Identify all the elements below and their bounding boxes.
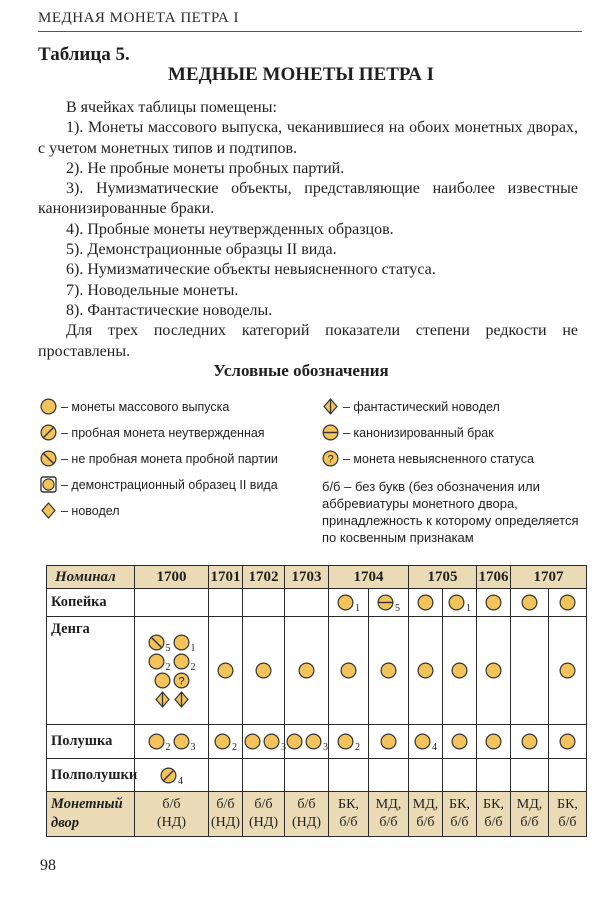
coin-circle-icon — [417, 594, 434, 611]
header-year: 1706 — [477, 566, 511, 589]
intro-paragraph: 4). Пробные монеты неутвержденных образцов. — [66, 220, 394, 238]
coin-circle-icon — [337, 733, 360, 753]
mint-text: б/б — [520, 815, 539, 830]
coin-cell — [243, 617, 285, 725]
mint-text: б/б — [484, 815, 503, 830]
coin-circle-icon — [286, 733, 303, 750]
coin-circle-icon — [337, 594, 360, 614]
rarity-index: 2 — [232, 742, 237, 753]
coin-circle-icon — [559, 594, 576, 611]
coin-cell — [443, 725, 477, 759]
header-year: 1704 — [329, 566, 409, 589]
mint-text: БК, — [557, 797, 578, 812]
coin-circle-icon — [148, 733, 171, 753]
intro-paragraph: 6). Нумизматические объекты невыясненного статуса. — [66, 261, 436, 279]
mint-cell — [511, 792, 549, 837]
legend-item-fantasy-novodel — [322, 398, 500, 415]
coin-circle-icon — [485, 594, 502, 611]
coin-line — [558, 733, 577, 750]
mint-text: (НД) — [292, 815, 321, 830]
table-row-kopeika — [47, 589, 587, 617]
coin-cell-content — [511, 732, 548, 751]
coin-cell-content — [243, 732, 284, 751]
mint-text: б/б — [379, 815, 398, 830]
coin-line — [558, 594, 577, 611]
mint-text: б/б — [254, 797, 273, 812]
coin-cell — [209, 617, 243, 725]
coin-cell — [329, 617, 369, 725]
coin-circle-icon — [559, 733, 576, 750]
mint-text: б/б — [162, 797, 181, 812]
coin-circle-icon — [521, 594, 538, 611]
coin-cell — [511, 759, 549, 792]
coin-circle-icon — [414, 733, 437, 753]
rarity-index: 3 — [323, 742, 328, 753]
row-label: Полушка — [47, 725, 135, 759]
svg-text:?: ? — [327, 453, 334, 466]
row-label-mint — [47, 792, 135, 837]
coin-circle-icon — [521, 733, 538, 750]
mint-text: б/б — [297, 797, 316, 812]
mint-cell — [443, 792, 477, 837]
coin-line — [336, 594, 361, 614]
coin-cell-content — [443, 593, 476, 612]
coin-cell-content — [443, 661, 476, 680]
legend-item-label: – пробная монета неутвержденная — [61, 425, 265, 440]
intro-paragraph: 7). Новодельные монеты. — [66, 281, 239, 299]
coin-cell — [369, 759, 409, 792]
coin-line — [413, 733, 438, 753]
mint-text: б/б — [339, 815, 358, 830]
intro-paragraph: Для трех последних категорий показатели степени редкости не проставлены. — [38, 322, 578, 360]
coin-line — [147, 634, 197, 654]
legend-item-label: – демонстрационный образец II вида — [61, 477, 278, 492]
coin-circle-icon — [340, 662, 357, 679]
coin-cell — [135, 759, 209, 792]
mint-cell — [329, 792, 369, 837]
legend-item-label: – фантастический новодел — [343, 399, 500, 414]
rarity-index: 2 — [165, 742, 171, 753]
legend-item-demonstration — [40, 476, 278, 493]
coin-cell — [285, 725, 329, 759]
mint-text: БК, — [483, 797, 504, 812]
coin-cell — [329, 725, 369, 759]
coin-cell-content — [243, 661, 284, 680]
mint-text: б/б — [558, 815, 577, 830]
header-year: 1707 — [511, 566, 587, 589]
legend-item-mass-issue — [40, 398, 229, 415]
coin-cell — [285, 759, 329, 792]
coin-cell — [443, 589, 477, 617]
coin-cell — [511, 725, 549, 759]
row-label: Полполушки — [47, 759, 135, 792]
rarity-index: 4 — [178, 775, 183, 787]
coin-cell — [369, 725, 409, 759]
coin-circle-icon — [214, 733, 237, 753]
coin-slash-icon — [160, 767, 183, 787]
coin-cell — [135, 617, 209, 725]
coin-cell-content — [135, 633, 208, 709]
header-year: 1703 — [285, 566, 329, 589]
coin-cell-content — [369, 661, 408, 680]
coin-circle-icon — [305, 733, 328, 753]
coin-line — [153, 672, 191, 689]
coin-line — [520, 733, 539, 750]
coin-cell — [243, 589, 285, 617]
mint-cell — [369, 792, 409, 837]
coin-cell — [549, 617, 587, 725]
coin-line — [285, 733, 329, 753]
header-year: 1700 — [135, 566, 209, 589]
intro-paragraph: 2). Не пробные монеты пробных партий. — [66, 159, 345, 177]
header-nominal: Номинал — [47, 566, 135, 589]
coin-cell — [477, 759, 511, 792]
table-row-denga — [47, 617, 587, 725]
rarity-index: 3 — [190, 742, 196, 753]
coin-line — [243, 733, 287, 753]
page-number: 98 — [40, 857, 56, 874]
header-rule — [38, 31, 582, 32]
legend-item-unclear-status — [322, 450, 534, 467]
coin-line — [416, 662, 435, 679]
coin-cell — [243, 759, 285, 792]
mint-text: (НД) — [211, 815, 240, 830]
mint-cell — [243, 792, 285, 837]
legend-item-canonized-defect — [322, 424, 494, 441]
coin-line — [558, 662, 577, 679]
mint-text: б/б — [416, 815, 435, 830]
coin-square-icon — [40, 476, 57, 493]
coin-line — [416, 594, 435, 611]
coin-cell-content — [135, 732, 208, 751]
coin-circle-icon — [485, 733, 502, 750]
coin-cell — [135, 589, 209, 617]
coin-circle-icon — [173, 733, 196, 753]
legend-item-label: – не пробная монета пробной партии — [61, 451, 278, 466]
coin-cell-content — [549, 661, 586, 680]
legend-item-unapproved-trial — [40, 424, 265, 441]
coin-cell — [511, 617, 549, 725]
coin-circle-icon — [451, 733, 468, 750]
legend-item-trial-batch — [40, 450, 278, 467]
coin-cell — [477, 589, 511, 617]
intro-paragraph: В ячейках таблицы помещены: — [66, 99, 277, 116]
coin-circle-icon — [173, 653, 196, 673]
coin-cell-content — [549, 593, 586, 612]
coin-line — [147, 653, 197, 673]
mint-text: БК, — [338, 797, 359, 812]
coin-cell — [443, 617, 477, 725]
coin-cell-content — [329, 732, 368, 751]
legend-item-label: – монета невыясненного статуса — [343, 451, 534, 466]
coin-line — [213, 733, 238, 753]
coin-cell-content — [549, 732, 586, 751]
coin-circle-icon — [263, 733, 286, 753]
coin-cell — [329, 759, 369, 792]
rarity-index: 5 — [395, 603, 400, 614]
mint-text: БК, — [449, 797, 470, 812]
header-year: 1702 — [243, 566, 285, 589]
coin-question-icon — [322, 450, 339, 467]
coin-cell — [135, 725, 209, 759]
coin-line — [484, 733, 503, 750]
coin-circle-icon — [380, 733, 397, 750]
diamond-icon — [40, 502, 57, 519]
coin-cell — [477, 725, 511, 759]
legend-item-novodel — [40, 502, 120, 519]
table-header-row — [47, 566, 587, 589]
coin-cell — [285, 589, 329, 617]
coin-cell — [209, 725, 243, 759]
coin-cell-content — [409, 593, 442, 612]
coin-line — [450, 733, 469, 750]
coin-cell-content — [369, 593, 408, 612]
rarity-index: 2 — [165, 661, 171, 673]
coin-cell-content — [135, 766, 208, 785]
coin-cell — [443, 759, 477, 792]
coin-line — [379, 733, 398, 750]
rarity-index: 3 — [281, 742, 286, 753]
running-head: МЕДНАЯ МОНЕТА ПЕТРА I — [38, 10, 239, 26]
coin-hline-icon — [322, 424, 339, 441]
coins-table — [46, 565, 587, 837]
mint-text: б/б — [216, 797, 235, 812]
mint-cell — [209, 792, 243, 837]
coin-line — [216, 662, 235, 679]
coin-cell — [549, 759, 587, 792]
coin-cell-content — [329, 593, 368, 612]
coin-circle-icon — [559, 662, 576, 679]
mint-text: б/б — [450, 815, 469, 830]
coin-cell-content — [477, 732, 510, 751]
coin-cell — [285, 617, 329, 725]
mint-text: МД, — [375, 797, 402, 812]
coin-circle-icon — [451, 662, 468, 679]
coin-line — [297, 662, 316, 679]
coin-backslash-icon — [40, 450, 57, 467]
coin-circle-icon — [298, 662, 315, 679]
mint-cell — [135, 792, 209, 837]
coin-line — [159, 767, 184, 787]
coin-line — [339, 662, 358, 679]
coin-diamond-line-icon — [173, 691, 190, 708]
mint-cell — [477, 792, 511, 837]
coin-cell-content — [329, 661, 368, 680]
coin-cell — [409, 725, 443, 759]
coin-line — [484, 662, 503, 679]
mint-cell — [409, 792, 443, 837]
coin-slash-icon — [40, 424, 57, 441]
coin-cell-content — [477, 661, 510, 680]
coin-cell — [549, 725, 587, 759]
intro-text — [38, 98, 578, 362]
coin-cell — [209, 759, 243, 792]
mint-cell — [549, 792, 587, 837]
row-label: Денга — [47, 617, 135, 725]
svg-text:?: ? — [177, 675, 185, 687]
mint-text: (НД) — [157, 815, 186, 830]
coin-line — [450, 662, 469, 679]
coin-circle-icon — [40, 398, 57, 415]
table-row-mint — [47, 792, 587, 837]
table-label: Таблица 5. — [38, 44, 130, 65]
mint-cell — [285, 792, 329, 837]
table-row-polpolushki — [47, 759, 587, 792]
legend-bb-note: б/б – без букв (без обозначения или аббревиатуры монетного двора, принадлежность к которому определяется по косвенным признакам — [322, 479, 579, 545]
coin-cell-content — [511, 593, 548, 612]
coin-line — [379, 662, 398, 679]
coin-cell — [409, 589, 443, 617]
coin-cell — [409, 759, 443, 792]
mint-text: (НД) — [249, 815, 278, 830]
rarity-index: 4 — [432, 742, 437, 753]
table-row-polushka — [47, 725, 587, 759]
row-label: Копейка — [47, 589, 135, 617]
coin-cell-content — [443, 732, 476, 751]
intro-paragraph: 3). Нумизматические объекты, представляющие наиболее известные канонизированные браки. — [38, 180, 578, 218]
coin-cell-content — [409, 732, 442, 751]
coin-cell-content — [369, 732, 408, 751]
coin-line — [376, 594, 401, 614]
coin-cell-content — [477, 593, 510, 612]
legend-item-label: – канонизированный брак — [343, 425, 494, 440]
coin-cell-content — [209, 732, 242, 751]
intro-paragraph: 1). Монеты массового выпуска, чеканившиеся на обоих монетных дворах, с учетом монетных типов и подтипов. — [38, 119, 578, 157]
coin-circle-icon — [448, 594, 471, 614]
coin-line — [336, 733, 361, 753]
coin-cell — [409, 617, 443, 725]
coin-circle-icon — [154, 672, 171, 689]
coin-cell — [369, 589, 409, 617]
rarity-index: 2 — [190, 661, 196, 673]
coin-cell — [243, 725, 285, 759]
header-year: 1705 — [409, 566, 477, 589]
diamond-line-icon — [322, 398, 339, 415]
row-label-line: двор — [51, 815, 79, 831]
rarity-index: 5 — [165, 642, 171, 654]
mint-text: МД, — [516, 797, 543, 812]
rarity-index: 1 — [466, 603, 471, 614]
coin-line — [520, 594, 539, 611]
legend-item-label: – новодел — [61, 503, 120, 518]
legend-title: Условные обозначения — [213, 361, 389, 380]
coin-backslash-icon — [148, 634, 171, 654]
coin-circle-icon — [217, 662, 234, 679]
coin-circle-icon — [148, 653, 171, 673]
coin-diamond-line-icon — [154, 691, 171, 708]
coin-cell-content — [285, 661, 328, 680]
rarity-index: 2 — [355, 742, 360, 753]
coin-line — [254, 662, 273, 679]
rarity-index: 1 — [355, 603, 360, 614]
coin-line — [153, 691, 191, 708]
page-title: МЕДНЫЕ МОНЕТЫ ПЕТРА I — [168, 64, 434, 85]
row-label-line: Монетный — [51, 796, 123, 812]
coin-circle-icon — [380, 662, 397, 679]
coin-line — [484, 594, 503, 611]
rarity-index: 1 — [190, 642, 196, 654]
coin-cell — [209, 589, 243, 617]
intro-paragraph: 8). Фантастические новоделы. — [66, 301, 273, 319]
coin-cell — [511, 589, 549, 617]
coin-question-icon — [173, 672, 190, 689]
header-year: 1701 — [209, 566, 243, 589]
coin-cell-content — [285, 732, 328, 751]
coin-cell — [369, 617, 409, 725]
coin-circle-icon — [255, 662, 272, 679]
coin-circle-icon — [244, 733, 261, 750]
coin-cell-content — [209, 661, 242, 680]
coin-circle-icon — [173, 634, 196, 654]
coin-circle-icon — [417, 662, 434, 679]
coin-cell — [329, 589, 369, 617]
coin-line — [147, 733, 197, 753]
coin-cell-content — [409, 661, 442, 680]
coin-cell — [549, 589, 587, 617]
mint-text: МД, — [412, 797, 439, 812]
coin-line — [447, 594, 472, 614]
intro-paragraph: 5). Демонстрационные образцы II вида. — [66, 241, 337, 259]
legend-item-label: – монеты массового выпуска — [61, 399, 230, 414]
coin-cell — [477, 617, 511, 725]
coin-circle-icon — [485, 662, 502, 679]
coin-hline-icon — [377, 594, 400, 614]
